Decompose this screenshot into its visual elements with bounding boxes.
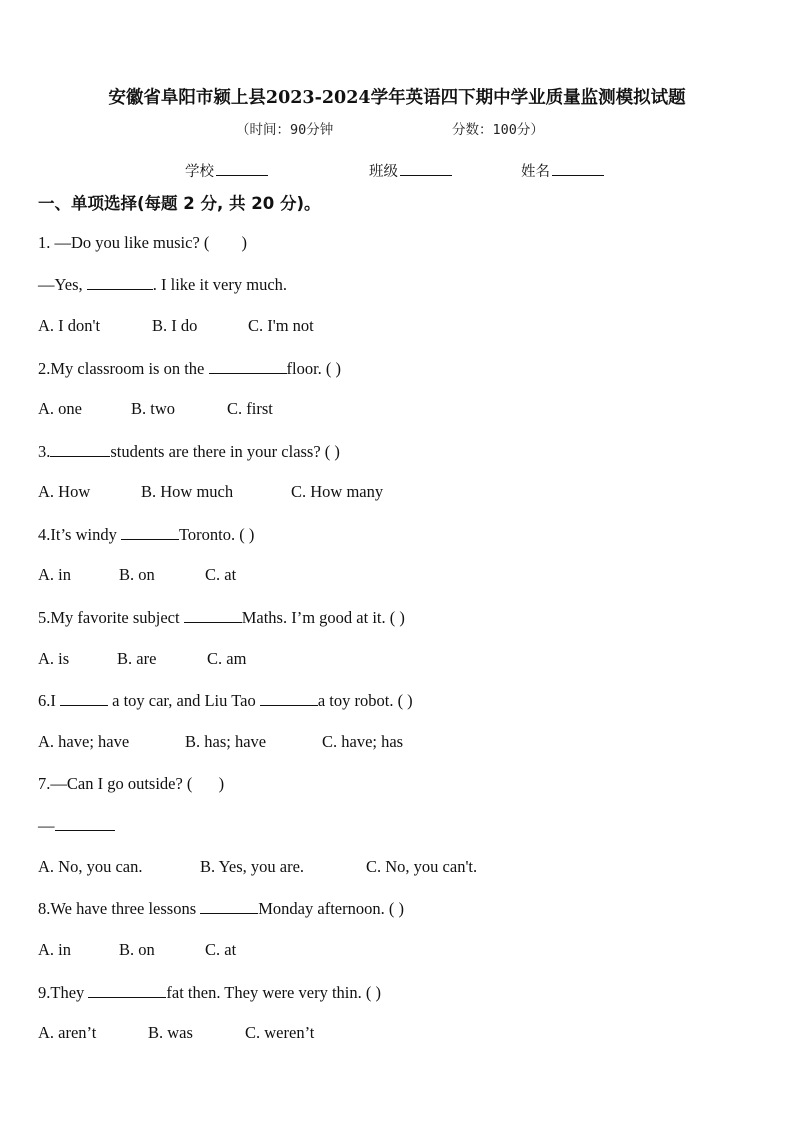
score-note: 分数：100分） [452, 122, 544, 138]
question-text: a toy car, and Liu Tao [108, 691, 260, 710]
class-label: 班级 [369, 164, 398, 180]
option-a: A. I don't [38, 316, 101, 335]
question-1 [38, 233, 247, 253]
question-5 [38, 607, 405, 628]
answer-text: — [38, 816, 55, 835]
question-text: Monday afternoon. ( ) [258, 899, 404, 918]
answer-blank [87, 274, 153, 290]
question-3 [38, 441, 340, 462]
answer-text: —Yes, [38, 275, 87, 294]
option-a: A. is [38, 649, 70, 668]
question-text: Toronto. ( ) [178, 525, 255, 544]
question-text: 3. [38, 442, 51, 461]
option-b: B. on [119, 565, 155, 584]
option-a: A. aren’t [38, 1023, 97, 1042]
option-c: C. No, you can't. [366, 857, 478, 876]
options-3 [38, 482, 383, 502]
question-blank [121, 524, 179, 540]
name-label: 姓名 [521, 164, 550, 180]
question-text: 4.It’s windy [38, 525, 121, 544]
option-c: C. at [205, 940, 237, 959]
question-blank [88, 982, 166, 998]
question-blank [200, 898, 258, 914]
question-4 [38, 524, 254, 545]
options-2 [38, 399, 273, 419]
options-9 [38, 1023, 314, 1043]
options-1 [38, 316, 314, 336]
question-blank [260, 690, 318, 706]
section-heading: 一、单项选择(每题 2 分, 共 20 分)。 [38, 194, 321, 213]
answer-text: . I like it very much. [152, 275, 288, 294]
option-b: B. on [119, 940, 155, 959]
option-b: B. How much [141, 482, 234, 501]
option-c: C. first [227, 399, 273, 418]
options-8 [38, 940, 236, 960]
question-text: 2.My classroom is on the [38, 359, 209, 378]
option-a: A. How [38, 482, 91, 501]
question-text: students are there in your class? ( ) [110, 442, 340, 461]
question-9 [38, 982, 381, 1003]
option-a: A. in [38, 940, 71, 959]
school-blank [216, 161, 268, 176]
answer-line-1 [38, 274, 287, 295]
class-blank [400, 161, 452, 176]
options-6 [38, 732, 403, 752]
option-c: C. weren’t [245, 1023, 315, 1042]
option-b: B. are [117, 649, 157, 668]
exam-title: 安徽省阜阳市颍上县2023-2024学年英语四下期中学业质量监测模拟试题 [108, 88, 686, 108]
option-a: A. have; have [38, 732, 130, 751]
question-text: ) [237, 233, 248, 252]
question-text: a toy robot. ( ) [317, 691, 413, 710]
option-b: B. Yes, you are. [200, 857, 305, 876]
question-blank [50, 441, 110, 457]
option-c: C. I'm not [248, 316, 314, 335]
question-7 [38, 774, 224, 794]
options-7 [38, 857, 477, 877]
class-field [369, 160, 452, 181]
option-c: C. at [205, 565, 237, 584]
options-5 [38, 649, 246, 669]
option-b: B. was [148, 1023, 193, 1042]
name-blank [552, 161, 604, 176]
school-label: 学校 [185, 164, 214, 180]
question-text: fat then. They were very thin. ( ) [166, 983, 381, 1002]
question-8 [38, 898, 404, 919]
options-4 [38, 565, 236, 585]
time-note: （时间：90分钟 [236, 122, 334, 138]
question-blank [60, 690, 108, 706]
option-a: A. one [38, 399, 82, 418]
option-a: A. in [38, 565, 71, 584]
option-b: B. I do [152, 316, 198, 335]
question-text: 1. —Do you like music? ( [38, 233, 210, 252]
question-6 [38, 690, 413, 711]
option-b: B. two [131, 399, 176, 418]
question-text: 7.—Can I go outside? ( [38, 774, 193, 793]
question-text: 6.I [38, 691, 60, 710]
question-text: Maths. I’m good at it. ( ) [241, 608, 405, 627]
name-field [521, 160, 604, 181]
question-text: 5.My favorite subject [38, 608, 184, 627]
question-blank [184, 607, 242, 623]
answer-line-7 [38, 815, 115, 836]
question-text: floor. ( ) [286, 359, 342, 378]
question-blank [209, 358, 287, 374]
option-b: B. has; have [185, 732, 267, 751]
option-c: C. am [207, 649, 247, 668]
option-a: A. No, you can. [38, 857, 143, 876]
school-field [185, 160, 268, 181]
option-c: C. have; has [322, 732, 404, 751]
answer-blank [55, 815, 115, 831]
option-c: C. How many [291, 482, 384, 501]
question-text: ) [214, 774, 225, 793]
question-text: 9.They [38, 983, 89, 1002]
question-2 [38, 358, 341, 379]
question-text: 8.We have three lessons [38, 899, 201, 918]
